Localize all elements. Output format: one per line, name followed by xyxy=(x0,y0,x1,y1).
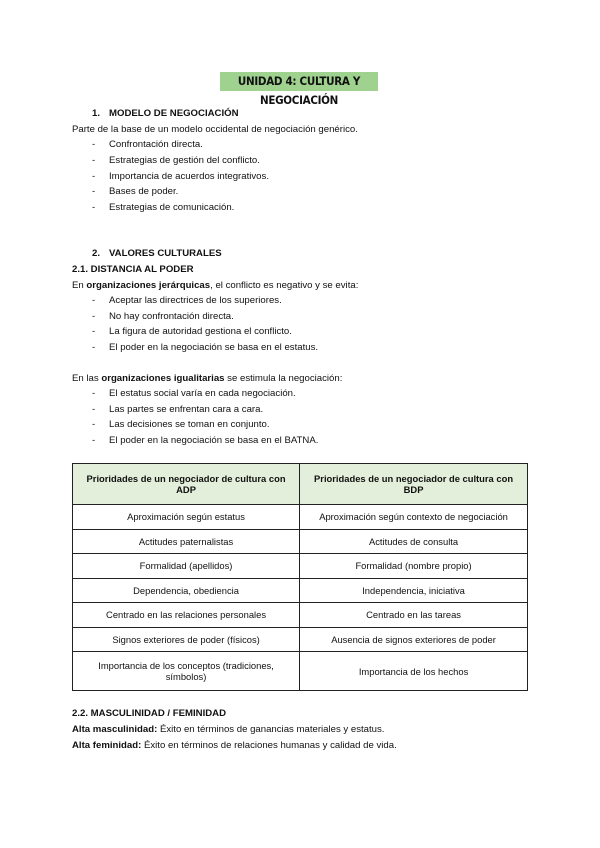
table-cell: Aproximación según contexto de negociación xyxy=(300,505,528,530)
section-title: MODELO DE NEGOCIACIÓN xyxy=(109,108,239,119)
table-header-adp: Prioridades de un negociador de cultura con ADP xyxy=(73,464,300,505)
subsection-2-2-heading: 2.2. MASCULINIDAD / FEMINIDAD xyxy=(72,708,227,719)
table-row xyxy=(73,505,528,530)
priorities-table xyxy=(72,463,528,691)
paragraph-feminidad: Alta feminidad: Éxito en términos de relaciones humanas y calidad de vida. xyxy=(72,740,397,751)
paragraph-masculinidad: Alta masculinidad: Éxito en términos de ganancias materiales y estatus. xyxy=(72,724,385,735)
table-header-row xyxy=(73,464,528,505)
paragraph-jerarquicas: En organizaciones jerárquicas, el conflicto es negativo y se evita: xyxy=(72,280,359,291)
paragraph-igualitarias: En las organizaciones igualitarias se estimula la negociación: xyxy=(72,373,343,384)
table-row xyxy=(73,652,528,691)
table-cell: Signos exteriores de poder (físicos) xyxy=(73,627,300,652)
table-cell: Actitudes de consulta xyxy=(300,529,528,554)
section-number: 1. xyxy=(92,108,101,119)
table-cell: Formalidad (apellidos) xyxy=(73,554,300,579)
subsection-2-1-heading: 2.1. DISTANCIA AL PODER xyxy=(72,264,194,275)
table-header-bdp: Prioridades de un negociador de cultura con BDP xyxy=(300,464,528,505)
table-cell: Independencia, iniciativa xyxy=(300,578,528,603)
document-title: UNIDAD 4: CULTURA Y NEGOCIACIÓN xyxy=(220,72,378,91)
table-row xyxy=(73,578,528,603)
table-cell: Ausencia de signos exteriores de poder xyxy=(300,627,528,652)
table-cell: Aproximación según estatus xyxy=(73,505,300,530)
table-row xyxy=(73,529,528,554)
table-cell: Centrado en las relaciones personales xyxy=(73,603,300,628)
table-cell: Formalidad (nombre propio) xyxy=(300,554,528,579)
table-cell: Importancia de los conceptos (tradiciones, símbolos) xyxy=(73,652,300,691)
table-row xyxy=(73,603,528,628)
section-title: VALORES CULTURALES xyxy=(109,248,222,259)
section-number: 2. xyxy=(92,248,101,259)
table-cell: Centrado en las tareas xyxy=(300,603,528,628)
table-row xyxy=(73,554,528,579)
table-row xyxy=(73,627,528,652)
table-cell: Actitudes paternalistas xyxy=(73,529,300,554)
table-cell: Dependencia, obediencia xyxy=(73,578,300,603)
table-cell: Importancia de los hechos xyxy=(300,652,528,691)
section-1-intro: Parte de la base de un modelo occidental de negociación genérico. xyxy=(72,124,358,135)
